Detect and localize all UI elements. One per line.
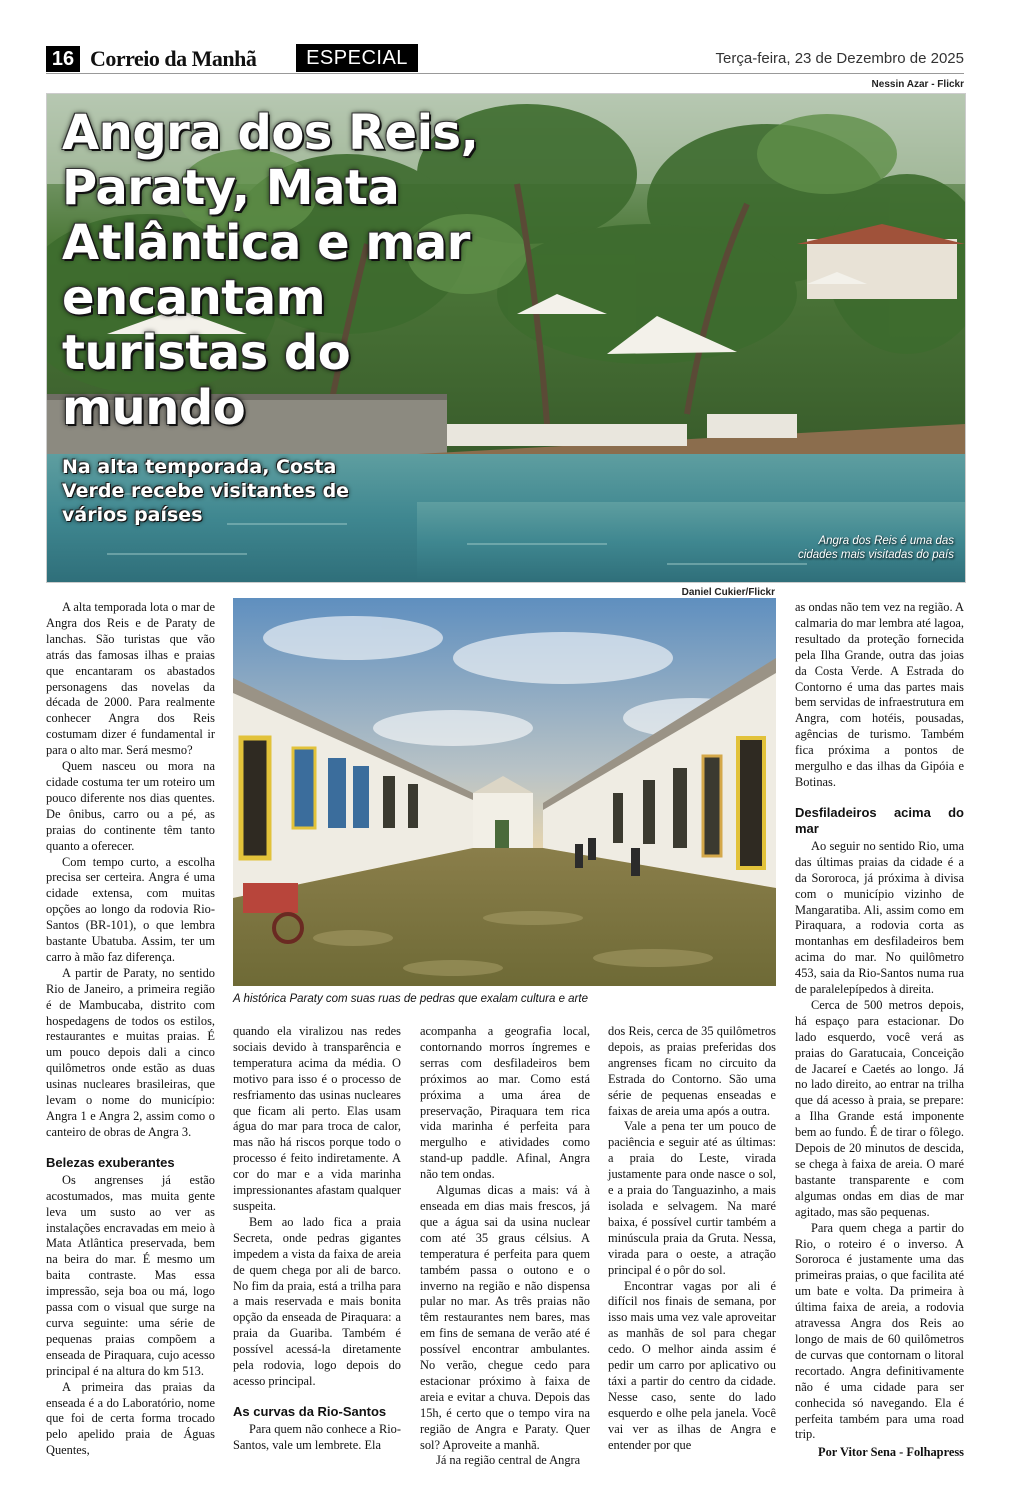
paraty-street-photo bbox=[233, 598, 776, 986]
paragraph: Já na região central de Angra bbox=[436, 1453, 581, 1468]
paragraph: Quem nasceu ou mora na cidade costuma ter um roteiro um pouco diferente nos dias quentes. De ônibus, carro ou a pé, as praias do continente têm tanto quanto a oferecer. bbox=[46, 759, 215, 853]
hero-photo-caption: Angra dos Reis é uma das cidades mais visitadas do país bbox=[798, 535, 954, 561]
paragraph: Cerca de 500 metros depois, há espaço para estacionar. Do lado esquerdo, você verá as praias do Garatucaia, Conceição de Jacareí e Caetés ao longo. Já no lado direito, ao entrar na trilha que dá acesso à praia, se prepare: a Ilha Grande está imponente bem ao fundo. É de tirar o fôlego. Depois de 20 minutos de descida, se chega à faixa de areia. O maré bastante transparente e com algumas ondas em dias de mar agitado, mas são pequenas. bbox=[795, 997, 964, 1219]
paragraph: A alta temporada lota o mar de Angra dos Reis e de Paraty de lanchas. São turistas que vão atrás das famosas ilhas e praias que encantaram os abastados personagens das novelas da década de 2000. Para realmente conhecer Angra dos Reis costumam dizer é fundamental ir para o alto mar. Será mesmo? bbox=[46, 600, 215, 758]
hero-photo-credit: Nessin Azar - Flickr bbox=[871, 79, 964, 90]
paragraph: Com tempo curto, a escolha precisa ser certeira. Angra é uma cidade extensa, com muitas opções ao longo da rodovia Rio-Santos (BR-101), o que lembra bastante Ubatuba. Assim, ter um carro à mão faz diferença. bbox=[46, 854, 215, 964]
paragraph: Bem ao lado fica a praia Secreta, onde pedras gigantes impedem a vista da faixa de areia de quem chega por ali de barco. No fim da praia, está a trilha para a mais reservada e mais bonita opção da enseada de Piraquara: a praia da Guariba. Também é possível acessá-la diretamente pela rodovia, logo depois do acesso principal. bbox=[233, 1214, 401, 1388]
paragraph: Para quem chega a partir do Rio, o roteiro é o inverso. A Sororoca é justamente uma das primeiras praias, o que facilita até um bate e volta. Da primeira à última faixa de areia, a rodovia atravessa Angra dos Reis ao longo de mais de 60 quilômetros de curvas que contornam o litoral recortado. Angra definitivamente não é uma cidade para ser conhecida só navegando. Ela é perfeita também para uma road trip. bbox=[795, 1220, 964, 1442]
subheading: As curvas da Rio-Santos bbox=[233, 1403, 387, 1419]
photo2-credit: Daniel Cukier/Flickr bbox=[681, 587, 775, 598]
subheading: Desfiladeiros acima do mar bbox=[795, 804, 964, 836]
paragraph: Vale a pena ter um pouco de paciência e seguir até as últimas: a praia do Leste, virada justamente para onde nasce o sol, e a praia do Tanguazinho, a mais isolada e selvagem. Na maré baixa, é possível curtir também a minúscula praia da Gruta. Nessa, virada para o oeste, a atração principal é o pôr do sol. bbox=[608, 1119, 776, 1277]
header-rule bbox=[46, 73, 964, 74]
article-column-5 bbox=[795, 600, 964, 1461]
page-number: 16 bbox=[46, 46, 80, 72]
byline: Por Vitor Sena - Folhapress bbox=[818, 1445, 964, 1460]
issue-date: Terça-feira, 23 de Dezembro de 2025 bbox=[715, 50, 964, 67]
paragraph: quando ela viralizou nas redes sociais devido à transparência e temperatura acima da média. O motivo para isso é o processo de resfriamento das usinas nucleares que ficam ali perto. Elas usam água do mar para troca de calor, mas não há riscos porque todo o processo é feito indiretamente. A cor do mar e a vida marinha impressionantes afastam qualquer suspeita. bbox=[233, 1024, 401, 1213]
article-column-1 bbox=[46, 600, 215, 1459]
paragraph: Algumas dicas a mais: vá à enseada em dias mais frescos, já que a água sai da usina nuclear com até 35 graus célsius. A temperatura é perfeita para quem também passa o outono e o inverno na região e não dispensa pular no mar. As três praias não têm restaurantes nem bares, mas em fins de semana de verão até é possível encontrar ambulantes. No verão, chegue cedo para estacionar próximo à faixa de areia e evitar a chuva. Depois das 15h, é certo que o tempo vira na região de Angra e Paraty. Quer sol? Aproveite a manhã. bbox=[420, 1183, 590, 1452]
article-column-4 bbox=[608, 1024, 776, 1453]
article-column-3 bbox=[420, 1024, 590, 1469]
paragraph: dos Reis, cerca de 35 quilômetros depois, as praias preferidas dos angrenses ficam no circuito da Estrada do Contorno. São uma série de pequenas enseadas e faixas de areia uma após a outra. bbox=[608, 1024, 776, 1118]
headline: Angra dos Reis, Paraty, Mata Atlântica e mar encantam turistas do mundo bbox=[62, 105, 479, 436]
subheading: Belezas exuberantes bbox=[46, 1154, 175, 1170]
paragraph: acompanha a geografia local, contornando morros íngremes e serras com desfiladeiros bem próximos ao mar. Como está próxima a uma área de preservação, Piraquara tem rica vida marinha é perfeita para mergulho e atividades como stand-up paddle. Afinal, Angra não tem ondas. bbox=[420, 1024, 590, 1182]
paragraph: as ondas não tem vez na região. A calmaria do mar lembra até lagoa, resultado da proteção fornecida pela Ilha Grande, outra das joias da Costa Verde. A Estrada do Contorno é uma das partes mais bem servidas de infraestrutura em Angra, com hotéis, pousadas, agências de turismo. Também fica próxima a pontos de mergulho e das ilhas da Gipóia e Botinas. bbox=[795, 600, 964, 789]
newspaper-name: Correio da Manhã bbox=[90, 46, 257, 71]
paragraph: Para quem não conhece a Rio-Santos, vale um lembrete. Ela bbox=[233, 1421, 401, 1452]
section-label: ESPECIAL bbox=[296, 44, 418, 72]
article-column-2 bbox=[233, 1024, 401, 1454]
paragraph: Encontrar vagas por ali é difícil nos finais de semana, por isso mais uma vez vale aproveitar as manhãs de sol para chegar cedo. O melhor ainda assim é pedir um carro por aplicativo ou táxi a partir do centro da cidade. Nesse caso, sente do lado esquerdo e olhe pela janela. Você vai ver as ilhas de Angra e entender por que bbox=[608, 1278, 776, 1452]
paragraph: Os angrenses já estão acostumados, mas muita gente leva um susto ao ver as instalações encravadas em meio à Mata Atlântica preservada, bem na beira do mar. É mesmo um baita contraste. Mas essa impressão, seja boa ou má, logo passa com o visual que surge na curva seguinte: uma série de pequenas praias compõem a enseada de Piraquara, cujo acesso principal é na altura do km 513. bbox=[46, 1172, 215, 1378]
subheadline: Na alta temporada, Costa Verde recebe visitantes de vários países bbox=[62, 456, 350, 526]
paraty-photo-caption: A histórica Paraty com suas ruas de pedras que exalam cultura e arte bbox=[233, 993, 588, 1005]
paragraph: A partir de Paraty, no sentido Rio de Janeiro, a primeira região é de Mambucaba, distrito com hospedagens de todos os estilos, restaurantes e muitas praias. É um pouco depois dali a cinco quilômetros onde estão as duas usinas nucleares brasileiras, que levam o nome do município: Angra 1 e Angra 2, assim como o canteiro de obras de Angra 3. bbox=[46, 965, 215, 1139]
paragraph: Ao seguir no sentido Rio, uma das últimas praias da cidade é a da Sororoca, já próxima à divisa com o município vizinho de Mangaratiba. Ali, assim como em Piraquara, a rodovia corta as montanhas em desfiladeiros bem acima do mar. No quilômetro 453, saia da Rio-Santos numa rua de paralelepípedos à direita. bbox=[795, 838, 964, 997]
paragraph: A primeira das praias da enseada é a do Laboratório, nome que foi de certa forma trocado pelo apelido praia de Águas Quentes, bbox=[46, 1379, 215, 1458]
